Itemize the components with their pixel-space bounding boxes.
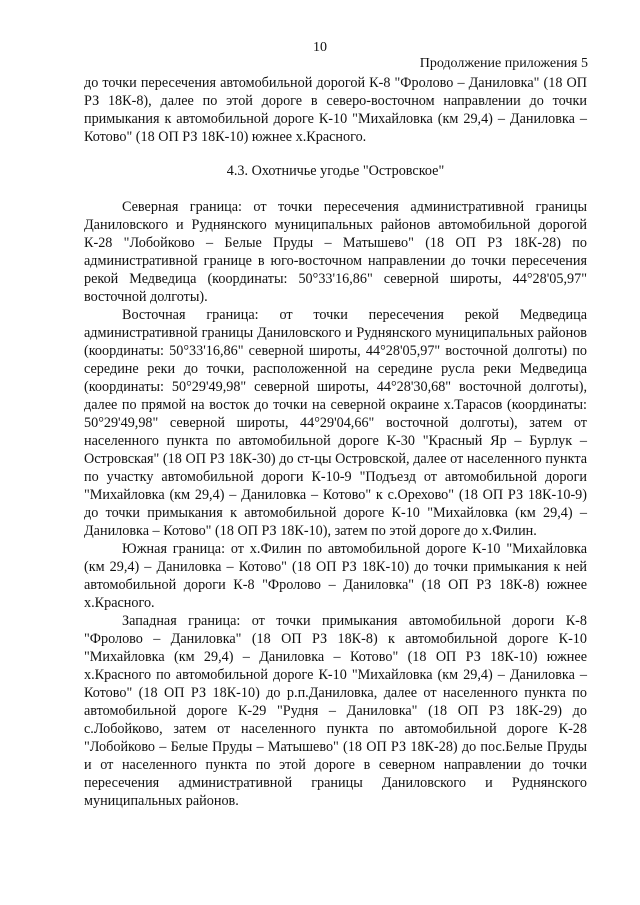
section-heading: 4.3. Охотничье угодье "Островское" <box>226 163 445 179</box>
south-border-paragraph: Южная граница: от х.Филин по автомобильной дороге К-10 "Михайловка (км 29,4) – Даниловка – Котово" (18 ОП РЗ 18К-10) до точки примыкания к ней автомобильной дороги К-8 "Фролово – Даниловка" (18 ОП РЗ 18К-8) южнее х.Красного. <box>84 541 587 611</box>
appendix-continuation-note: Продолжение приложения 5 <box>419 56 588 71</box>
north-border-paragraph: Северная граница: от точки пересечения административной границы Даниловского и Руднянского муниципальных районов автомобильной дорогой К-28 "Лобойково – Белые Пруды – Матышево" (18 ОП РЗ 18К-28) по административной границе в юго-восточном направлении до точки пересечения рекой Медведица (координаты: 50°33'16,86" северной широты, 44°28'05,97" восточной долготы). <box>84 199 587 305</box>
intro-paragraph: до точки пересечения автомобильной дорогой К-8 "Фролово – Даниловка" (18 ОП РЗ 18К-8), далее по этой дороге в северо-восточном направлении до точки примыкания к автомобильной дороге К-10 "Михайловка (км 29,4) – Даниловка – Котово" (18 ОП РЗ 18К-10) южнее х.Красного. <box>84 75 587 145</box>
page-number: 10 <box>313 40 327 55</box>
west-border-paragraph: Западная граница: от точки примыкания автомобильной дороги К-8 "Фролово – Даниловка" (18 ОП РЗ 18К-8) к автомобильной дороге К-10 "Михайловка (км 29,4) – Даниловка – Котово" (18 ОП РЗ 18К-10) южнее х.Красного по автомобильной дороге К-10 "Михайловка (км 29,4) – Даниловка – Котово" (18 ОП РЗ 18К-10) до р.п.Даниловка, далее от населенного пункта по автомобильной дороге К-29 "Рудня – Даниловка" (18 ОП РЗ 18К-29) до с.Лобойково, затем от населенного пункта по автомобильной дороге К-28 "Лобойково – Белые Пруды – Матышево" (18 ОП РЗ 18К-28) до пос.Белые Пруды и от населенного пункта по этой дороге в северном направлении до точки пересечения административной границы Даниловского и Руднянского муниципальных районов. <box>84 613 587 809</box>
document-body <box>84 74 587 810</box>
east-border-paragraph: Восточная граница: от точки пересечения рекой Медведица административной границы Даниловского и Руднянского муниципальных районов (координаты: 50°33'16,86" северной широты, 44°28'05,97" восточной долготы) по середине реки до точки, расположенной на середине русла реки Медведица (координаты: 50°29'49,98" северной широты, 44°28'30,68" восточной долготы), далее по прямой на восток до точки на северной окраине х.Тарасов (координаты: 50°29'49,98" северной широты, 44°29'04,66" восточной долготы), затем от населенного пункта по автомобильной дороге К-30 "Красный Яр – Бурлук – Островская" (18 ОП РЗ 18К-30) до ст-цы Островской, далее от населенного пункта по участку автомобильной дороги К-10-9 "Подъезд от автомобильной дороги "Михайловка (км 29,4) – Даниловка – Котово" к с.Орехово" (18 ОП РЗ 18К-10-9) до точки примыкания к автомобильной дороге К-10 "Михайловка (км 29,4) – Даниловка – Котово" (18 ОП РЗ 18К-10), затем по этой дороге до х.Филин. <box>84 307 587 539</box>
